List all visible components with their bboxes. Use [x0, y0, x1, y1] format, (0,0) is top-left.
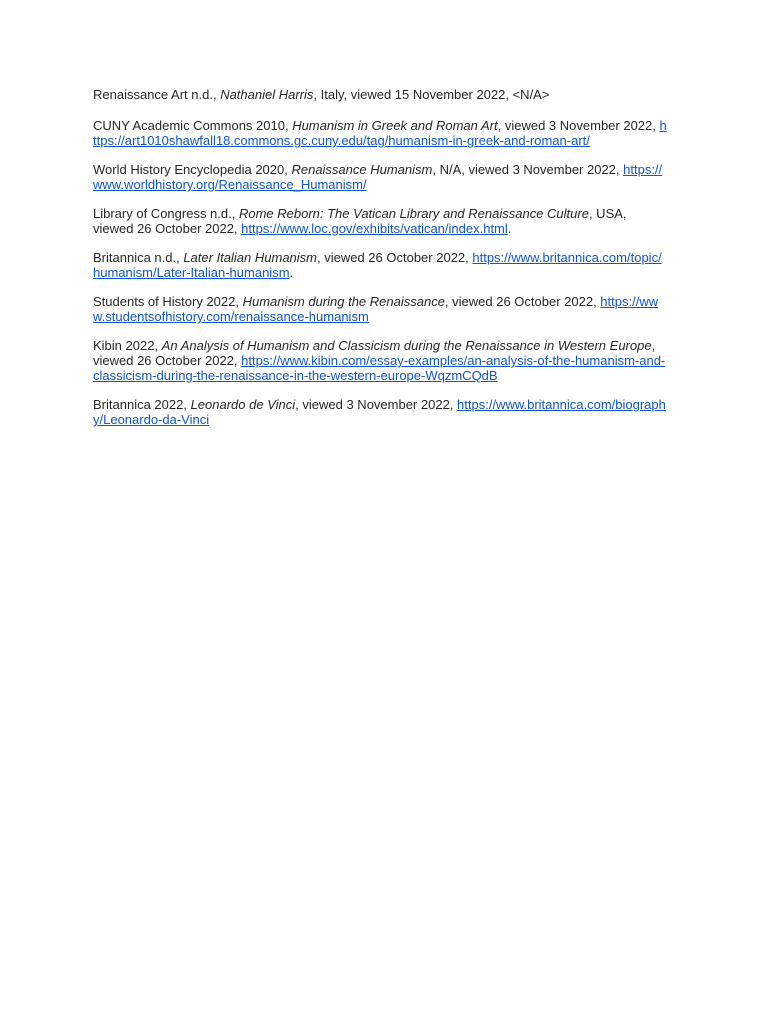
reference-entry	[93, 397, 668, 427]
reference-title: Rome Reborn: The Vatican Library and Renaissance Culture	[238, 206, 589, 221]
reference-title: An Analysis of Humanism and Classicism during the Renaissance in Western Europe	[161, 338, 652, 353]
reference-details: , viewed 26 October 2022,	[317, 250, 473, 265]
reference-author-date: Library of Congress n.d.,	[93, 206, 239, 221]
reference-title: Leonardo de Vinci	[190, 397, 296, 412]
reference-details: , N/A, viewed 3 November 2022,	[432, 162, 624, 177]
reference-title: Humanism in Greek and Roman Art	[292, 118, 498, 133]
reference-link[interactable]: https://www.britannica.com/topic/humanism/Later-Italian-humanism	[93, 250, 662, 280]
reference-tail: .	[289, 265, 294, 280]
reference-link[interactable]: https://www.worldhistory.org/Renaissance_Humanism/	[93, 162, 663, 192]
reference-author-date: Britannica 2022,	[93, 397, 191, 412]
reference-link[interactable]: https://www.studentsofhistory.com/renaissance-humanism	[93, 294, 659, 324]
reference-author-date: Students of History 2022,	[93, 294, 243, 309]
reference-entry	[93, 162, 668, 192]
reference-title: Humanism during the Renaissance	[242, 294, 445, 309]
reference-list	[93, 87, 668, 441]
reference-author-date: Kibin 2022,	[93, 338, 162, 353]
reference-title: Later Italian Humanism	[183, 250, 317, 265]
reference-details: , viewed 3 November 2022,	[295, 397, 458, 412]
reference-details: , Italy, viewed 15 November 2022, <N/A>	[313, 87, 550, 102]
reference-entry	[93, 294, 668, 324]
reference-author-date: CUNY Academic Commons 2010,	[93, 118, 293, 133]
reference-details: , viewed 26 October 2022,	[93, 338, 656, 368]
reference-link[interactable]: https://www.loc.gov/exhibits/vatican/index.html	[241, 221, 508, 236]
reference-author-date: Britannica n.d.,	[93, 250, 184, 265]
reference-title: Nathaniel Harris	[220, 87, 314, 102]
reference-entry	[93, 338, 668, 383]
reference-link[interactable]: https://www.britannica.com/biography/Leonardo-da-Vinci	[93, 397, 666, 427]
reference-title: Renaissance Humanism	[291, 162, 433, 177]
reference-entry	[93, 118, 668, 148]
reference-author-date: World History Encyclopedia 2020,	[93, 162, 292, 177]
reference-details: , viewed 3 November 2022,	[497, 118, 660, 133]
reference-entry	[93, 250, 668, 280]
reference-author-date: Renaissance Art n.d.,	[93, 87, 221, 102]
reference-link[interactable]: https://art1010shawfall18.commons.gc.cuny.edu/tag/humanism-in-greek-and-roman-art/	[93, 118, 667, 148]
reference-entry	[93, 206, 668, 236]
reference-tail: .	[507, 221, 512, 236]
reference-details: , USA, viewed 26 October 2022,	[93, 206, 627, 236]
reference-link[interactable]: https://www.kibin.com/essay-examples/an-analysis-of-the-humanism-and-classicism-during-the-renaissance-in-the-western-europe-WqzmCQdB	[93, 353, 666, 383]
reference-details: , viewed 26 October 2022,	[444, 294, 601, 309]
reference-entry	[93, 87, 668, 102]
